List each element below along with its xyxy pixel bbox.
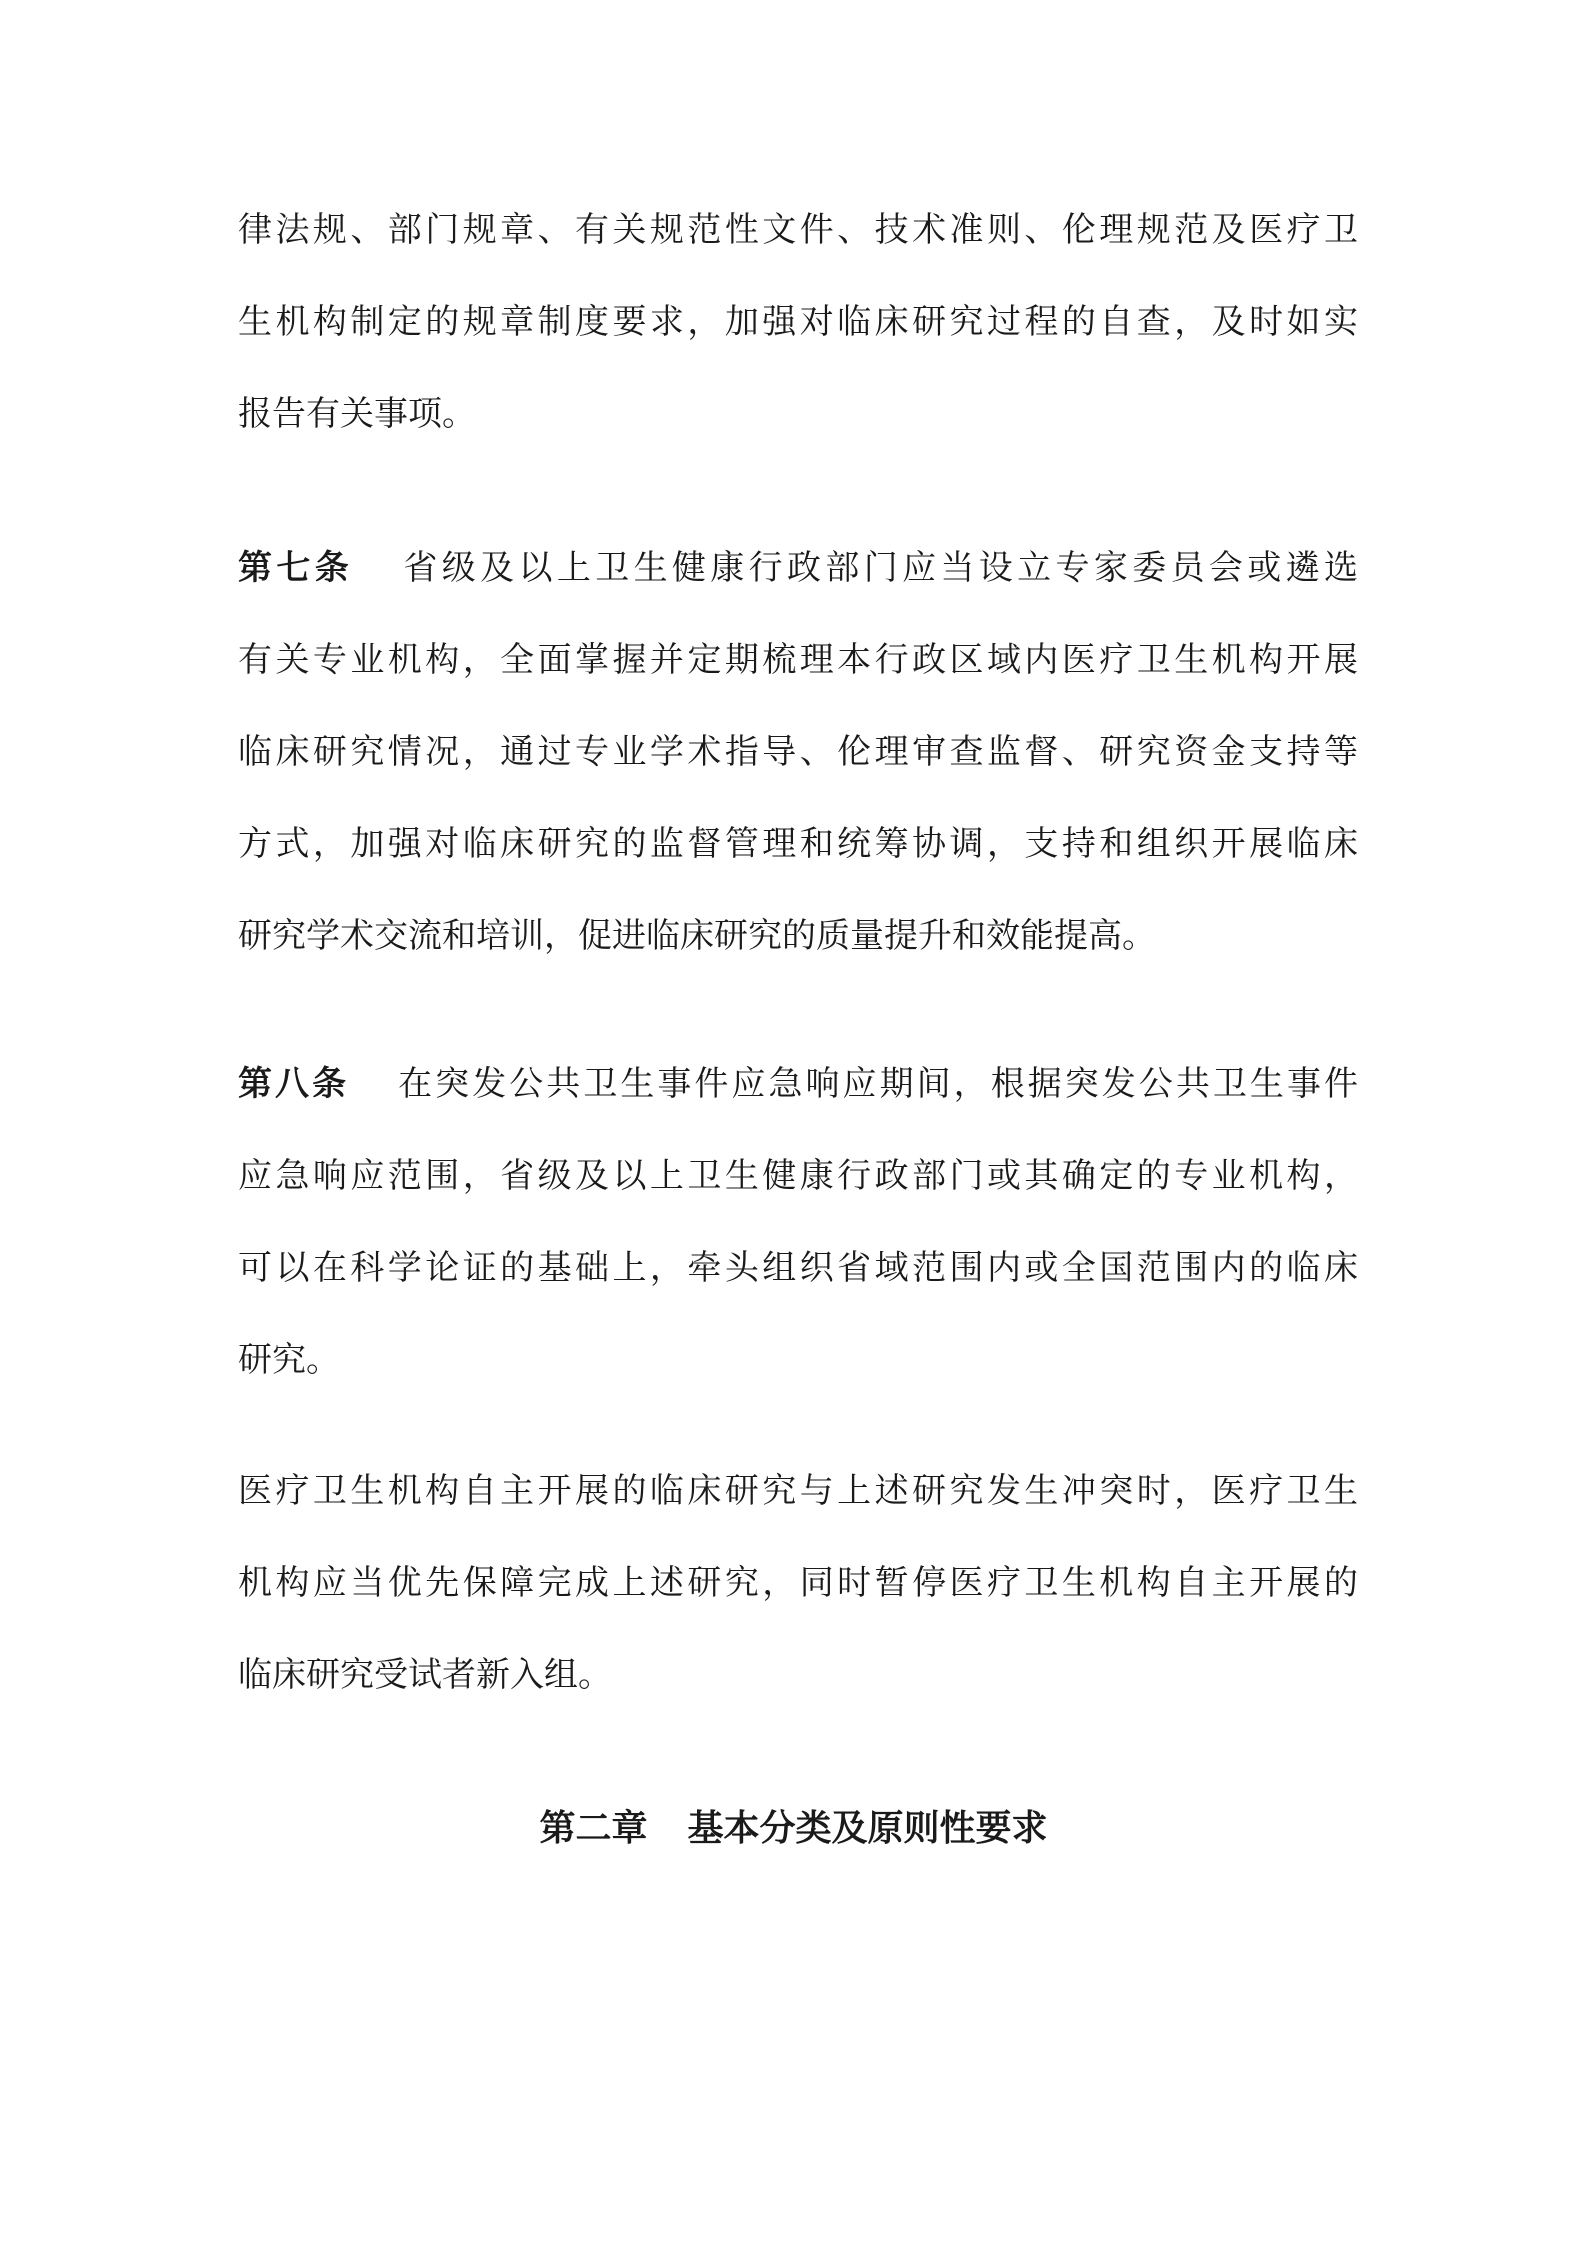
article-first-line (238, 1038, 1358, 1130)
chapter-heading (0, 1782, 1587, 1874)
text-line: 有关专业机构，全面掌握并定期梳理本行政区域内医疗卫生机构开展 (238, 640, 1358, 680)
text-line: 临床研究情况，通过专业学术指导、伦理审查监督、研究资金支持等 (238, 732, 1358, 772)
text-line: 方式，加强对临床研究的监督管理和统筹协调，支持和组织开展临床 (238, 824, 1358, 864)
article-first-text: 省级及以上卫生健康行政部门应当设立专家委员会或遴选 (399, 548, 1359, 588)
text-line: 应急响应范围，省级及以上卫生健康行政部门或其确定的专业机构， (238, 1156, 1358, 1196)
article-first-text: 在突发公共卫生事件应急响应期间，根据突发公共卫生事件 (395, 1064, 1359, 1104)
text-line: 机构应当优先保障完成上述研究，同时暂停医疗卫生机构自主开展的 (238, 1563, 1358, 1603)
text-line: 生机构制定的规章制度要求，加强对临床研究过程的自查，及时如实 (238, 302, 1358, 342)
article-number: 第八条 (238, 1064, 350, 1104)
article-first-line (238, 522, 1358, 614)
article-number: 第七条 (238, 548, 354, 588)
paragraph (238, 1445, 1358, 1721)
article-8 (238, 1038, 1358, 1406)
text-line: 报告有关事项。 (238, 394, 476, 434)
text-line: 研究。 (238, 1340, 340, 1380)
text-line: 医疗卫生机构自主开展的临床研究与上述研究发生冲突时，医疗卫生 (238, 1471, 1358, 1511)
chapter-number: 第二章 (539, 1807, 648, 1849)
paragraph-continued (238, 184, 1358, 460)
text-line: 临床研究受试者新入组。 (238, 1655, 612, 1695)
text-line: 研究学术交流和培训，促进临床研究的质量提升和效能提高。 (238, 916, 1156, 956)
chapter-title: 基本分类及原则性要求 (687, 1807, 1048, 1849)
text-line: 可以在科学论证的基础上，牵头组织省域范围内或全国范围内的临床 (238, 1248, 1358, 1288)
text-line: 律法规、部门规章、有关规范性文件、技术准则、伦理规范及医疗卫 (238, 210, 1358, 250)
article-7 (238, 522, 1358, 982)
